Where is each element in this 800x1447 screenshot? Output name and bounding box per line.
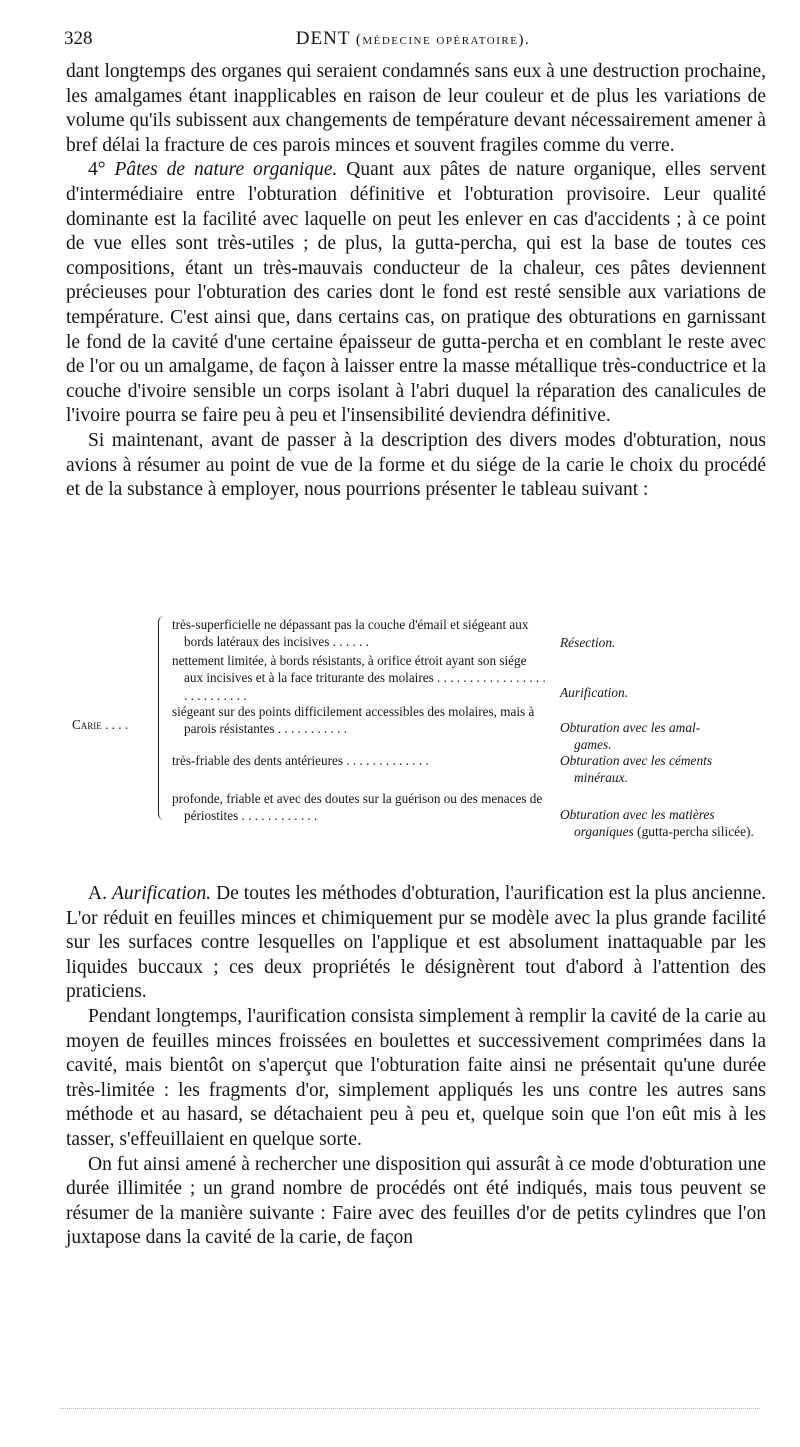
- footer-rule: [60, 1408, 760, 1409]
- paragraph-intro-table: Si maintenant, avant de passer à la description des divers modes d'obturation, nous avions à résumer au point de vue de la forme et du siége de la carie le choix du procédé et de la substance à employer, nous pourrions présenter le tableau suivant :: [66, 429, 766, 501]
- paragraph-3: On fut ainsi amené à rechercher une disposition qui assurât à ce mode d'obturation une durée illimitée ; un grand nombre de procédés ont été indiqués, mais tous peuvent se résumer de la manière suivante : Faire avec des feuilles d'or de petits cylindres que l'on juxtapose dans la cavité de la carie, de façon: [66, 1153, 766, 1249]
- paragraph-section-4: [66, 158, 766, 429]
- section-A-text: De toutes les méthodes d'obturation, l'aurification est la plus ancienne. L'or réduit en feuilles minces et chimiquement pur se modèle avec la plus grande facilité sur les surfaces contre lesquelles on l'applique et est absolument inattaquable par les liquides buccaux ; ces deux propriétés le désignèrent tout d'abord à l'attention des praticiens.: [66, 883, 767, 1003]
- paragraph-2: Pendant longtemps, l'aurification consista simplement à remplir la cavité de la carie au moyen de feuilles minces froissées en boulettes et successivement comprimées dans la cavité, mais bientôt on s'aperçut que l'obturation faite ainsi ne présentait qu'une durée très-limitée : les fragments d'or, simplement appliqués les uns contre les autres sans méthode et au hasard, se détachaient peu à peu et, quelque soin que l'on eût mis à les tasser, s'effeuillaient en quelque sorte.: [66, 1005, 766, 1150]
- text-block-top: [66, 60, 766, 503]
- table-row-condition: siégeant sur des points difficilement accessibles des molaires, mais à parois résistantes . . . . . . . . . . .: [172, 704, 535, 737]
- running-header: [64, 28, 762, 56]
- section-4-text: Quant aux pâtes de nature organique, elles servent d'intermédiaire entre l'obturation définitive et l'obturation provisoire. Leur qualité dominante est la facilité avec laquelle on peut les enlever en cas d'accidents ; à ce point de vue elles sont très-utiles ; de plus, la gutta-percha, qui est la base de toutes ces compositions, étant un très-mauvais conducteur de la chaleur, ces pâtes deviennent précieuses pour l'obturation des caries dont le fond est resté sensible aux variations de température. C'est ainsi que, dans certains cas, on pratique des obturations en garnissant le fond de la cavité d'une certaine épaisseur de gutta-percha et en comblant le reste avec de l'or ou un amalgame, de façon à laisser entre la masse métallique très-conductrice et la couche d'ivoire sensible un corps isolant à l'abri duquel la réparation des canalicules de l'ivoire pourra se faire peu à peu et l'insensibilité deviendra définitive.: [66, 159, 767, 427]
- table-row-result: Obturation avec les amal- games.: [560, 720, 701, 753]
- section-4-title: Pâtes de nature organique.: [114, 159, 338, 181]
- paragraph-continued: dant longtemps des organes qui seraient condamnés sans eux à une destruction prochaine, les amalgames étant inapplicables en raison de leur couleur et de plus les variations de volume qu'ils subissent aux changements de température devant nécessairement amener à bref délai la fracture de ces parois minces et souvent fragiles comme du verre.: [66, 61, 766, 156]
- summary-table: [66, 614, 768, 854]
- section-A-title: Aurification.: [111, 883, 212, 904]
- table-row-result: Obturation avec les matières organiques (gutta-percha silicée).: [560, 807, 754, 840]
- table-row-condition: profonde, friable et avec des doutes sur la guérison ou des menaces de périostites . . . . . . . . . . . .: [172, 791, 543, 824]
- running-title: [64, 28, 762, 50]
- running-title-sub: (médecine opératoire).: [355, 32, 531, 48]
- table-row-condition: très-superficielle ne dépassant pas la couche d'émail et siégeant aux bords latéraux des incisives . . . . . .: [172, 617, 529, 650]
- table-row-condition: très-friable des dents antérieures . . . . . . . . . . . . .: [172, 753, 429, 768]
- table-row-result: Obturation avec les céments minéraux.: [560, 753, 713, 786]
- table-brace: [158, 616, 167, 820]
- text-block-bottom: [66, 882, 766, 1251]
- table-row-result: Aurification.: [560, 685, 629, 700]
- running-title-main: DENT: [295, 28, 351, 49]
- section-A-letter: A.: [88, 883, 107, 904]
- paragraph-section-A: [66, 882, 766, 1005]
- table-label: Carie . . . .: [72, 717, 129, 732]
- table-row-result: Résection.: [560, 635, 616, 650]
- page-number: 328: [64, 28, 93, 49]
- section-4-number: 4°: [88, 159, 106, 181]
- table-row-condition: nettement limitée, à bords résistants, à orifice étroit ayant son siége aux incisives et à la face triturante des molaires . . . . . . . . . . . . . . . . . . . . . . . . . . .: [172, 653, 546, 703]
